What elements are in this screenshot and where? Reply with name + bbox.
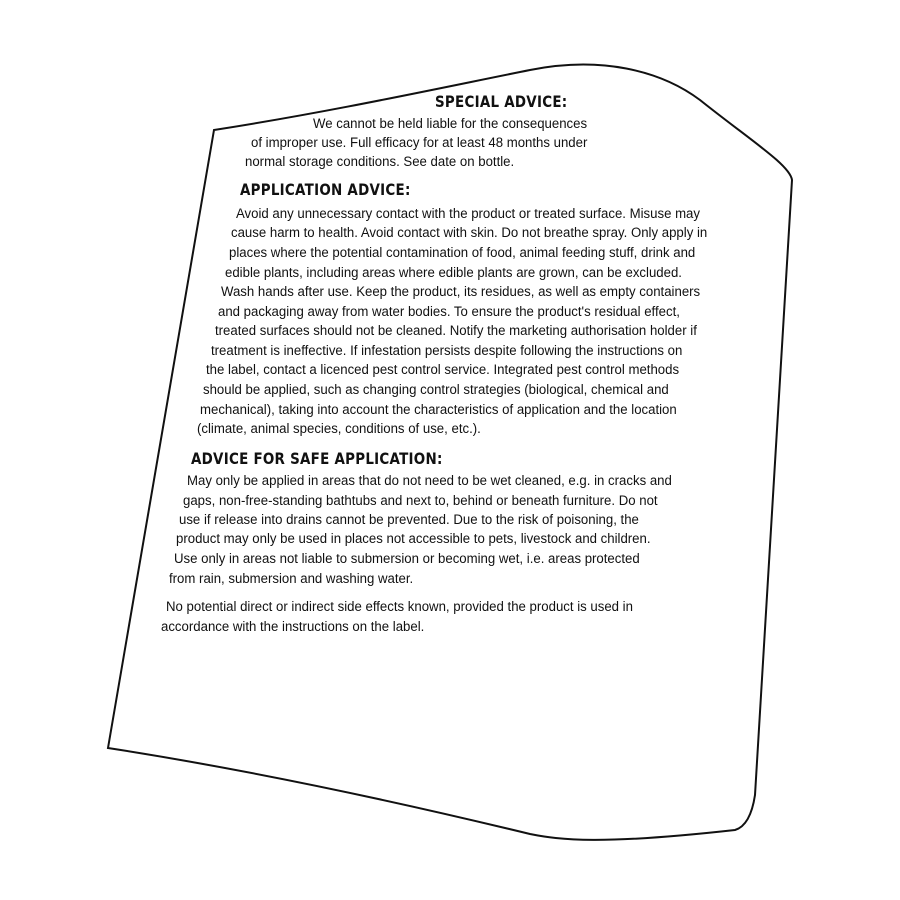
application-advice-line: Wash hands after use. Keep the product, its residues, as well as empty containers <box>221 284 701 300</box>
application-advice-line: cause harm to health. Avoid contact with skin. Do not breathe spray. Only apply in <box>231 225 708 241</box>
application-advice-line: treatment is ineffective. If infestation persists despite following the instructions on <box>211 343 683 359</box>
safe-application-line: Use only in areas not liable to submersion or becoming wet, i.e. areas protected <box>174 551 640 567</box>
side-effects-line: accordance with the instructions on the label. <box>161 619 425 635</box>
safe-application-line: gaps, non-free-standing bathtubs and next to, behind or beneath furniture. Do not <box>183 493 658 509</box>
safe-application-line: May only be applied in areas that do not need to be wet cleaned, e.g. in cracks and <box>187 473 672 489</box>
special-advice-heading: SPECIAL ADVICE: <box>435 92 568 111</box>
application-advice-line: places where the potential contamination of food, animal feeding stuff, drink and <box>229 245 696 261</box>
application-advice-line: Avoid any unnecessary contact with the product or treated surface. Misuse may <box>236 206 700 222</box>
safe-application-line: use if release into drains cannot be prevented. Due to the risk of poisoning, the <box>179 512 639 528</box>
safe-application-line: product may only be used in places not accessible to pets, livestock and children. <box>176 531 651 547</box>
application-advice-line: treated surfaces should not be cleaned. Notify the marketing authorisation holder if <box>215 323 697 339</box>
side-effects-line: No potential direct or indirect side effects known, provided the product is used in <box>166 599 633 615</box>
application-advice-line: and packaging away from water bodies. To ensure the product's residual effect, <box>218 304 680 320</box>
safe-application-heading: ADVICE FOR SAFE APPLICATION: <box>191 449 443 468</box>
special-advice-line: We cannot be held liable for the consequences <box>313 116 588 132</box>
safe-application-line: from rain, submersion and washing water. <box>169 571 414 587</box>
application-advice-line: (climate, animal species, conditions of use, etc.). <box>197 421 481 437</box>
special-advice-line: of improper use. Full efficacy for at least 48 months under <box>251 135 588 151</box>
application-advice-line: should be applied, such as changing control strategies (biological, chemical and <box>203 382 669 398</box>
application-advice-line: the label, contact a licenced pest control service. Integrated pest control methods <box>206 362 680 378</box>
application-advice-line: mechanical), taking into account the characteristics of application and the location <box>200 402 677 418</box>
application-advice-heading: APPLICATION ADVICE: <box>240 180 411 199</box>
application-advice-line: edible plants, including areas where edible plants are grown, can be excluded. <box>225 265 682 281</box>
special-advice-line: normal storage conditions. See date on bottle. <box>245 154 515 170</box>
